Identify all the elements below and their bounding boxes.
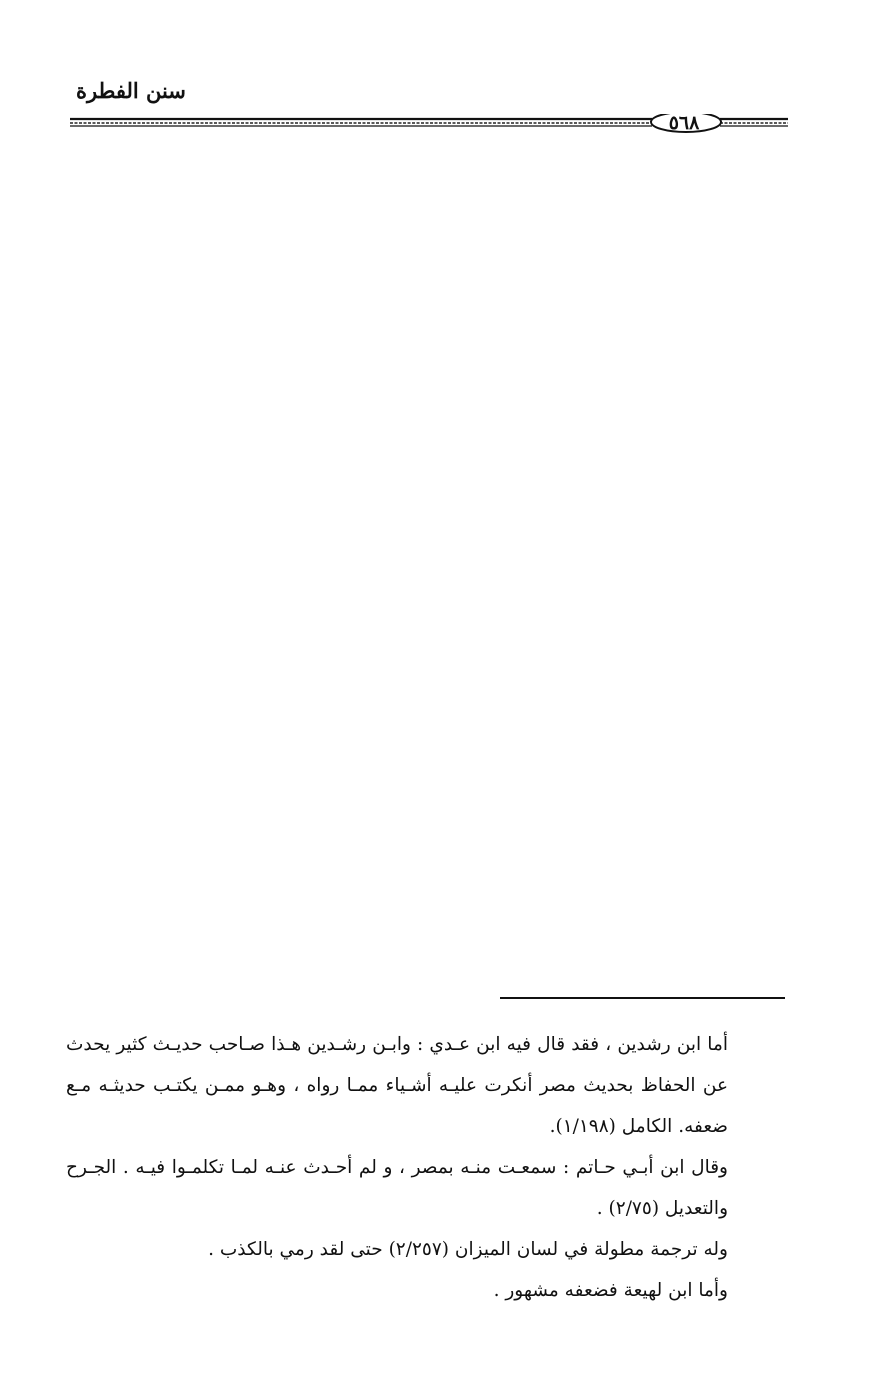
footnote-paragraph: وقال ابن أبـي حـاتم : سمعـت منـه بمصر ، و لم أحـدث عنـه لمـا تكلمـوا فيـه . الجـرح والتعديل (٢/٧٥) . — [66, 1157, 728, 1219]
footnote-paragraph: وله ترجمة مطولة في لسان الميزان (٢/٢٥٧) حتى لقد رمي بالكذب . — [208, 1239, 728, 1260]
footnotes — [66, 1024, 784, 1311]
page-number: ٥٦٨ — [668, 112, 700, 134]
footnote-separator — [500, 997, 785, 999]
footnote-paragraph: أما ابن رشدين ، فقد قال فيه ابن عـدي : وابـن رشـدين هـذا صـاحب حديـث كثير يحدث عن الحفاظ بحديث مصر أنكرت عليـه أشـياء ممـا رواه ، وهـو ممـن يكتـب حديثـه مـع ضعفه. الكامل (١/١٩٨). — [66, 1034, 728, 1137]
running-header-title: سنن الفطرة — [76, 78, 186, 103]
footnote-paragraph: وأما ابن لهيعة فضعفه مشهور . — [493, 1280, 728, 1301]
